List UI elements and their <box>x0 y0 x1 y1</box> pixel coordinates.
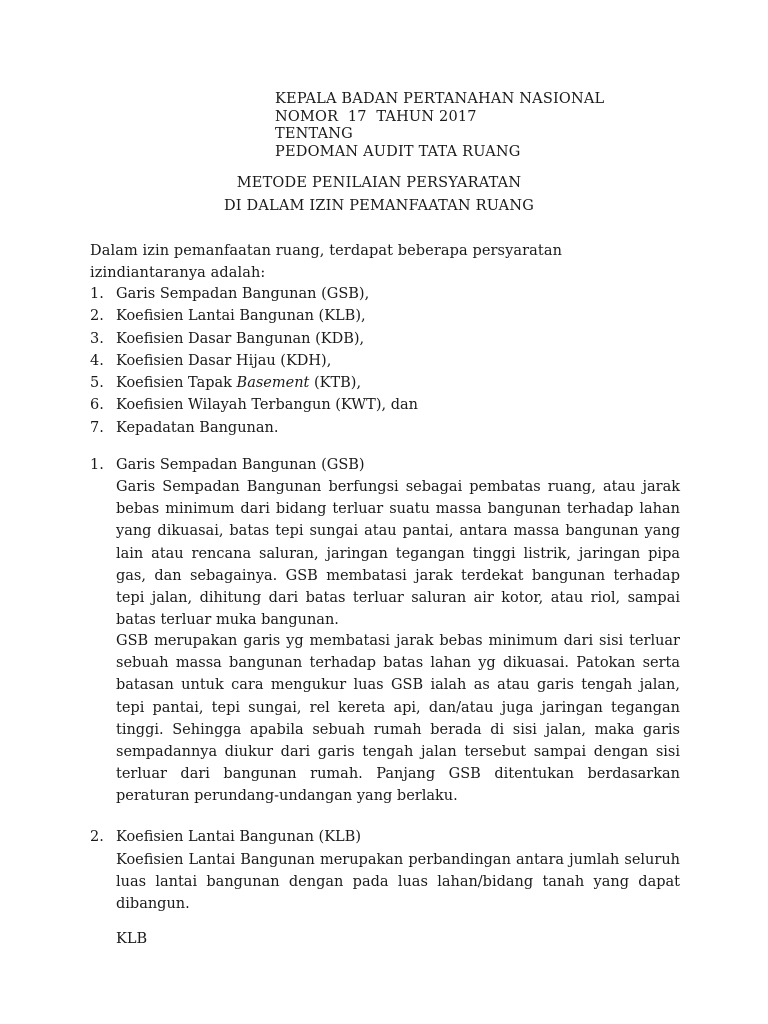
section-heading-gsb <box>90 457 365 473</box>
section-paragraph: Koefisien Lantai Bangunan merupakan perbandingan antara jumlah seluruh luas lantai bangunan dengan pada luas lahan/bidang tanah yang dapat dibangun. <box>116 852 680 913</box>
document-title-line-1: METODE PENILAIAN PERSYARATAN <box>236 175 522 191</box>
section-number: 2. <box>90 829 104 845</box>
list-item-text-after: (KTB), <box>309 375 362 392</box>
section-title: Garis Sempadan Bangunan (GSB) <box>116 457 365 473</box>
header-line-4: PEDOMAN AUDIT TATA RUANG <box>275 143 521 160</box>
list-item-text <box>116 372 361 394</box>
regulation-header <box>275 91 604 161</box>
list-item-number: 2. <box>90 308 104 325</box>
list-item-number: 3. <box>90 330 104 347</box>
section-paragraph: GSB merupakan garis yg membatasi jarak bebas minimum dari sisi terluar sebuah massa bangunan terhadap batas lahan yg dikuasai. Patokan serta batasan untuk cara mengukur luas GSB ialah as atau garis tengah jalan, tepi pantai, tepi sungai, rel kereta api, dan/atau juga jaringan tegangan tinggi. Sehingga apabila sebuah rumah berada di sisi jalan, maka garis sempadannya diukur dari garis tengah jalan tersebut sampai dengan sisi terluar dari bangunan rumah. Panjang GSB ditentukan berdasarkan peraturan perundang-undangan yang berlaku. <box>116 633 680 805</box>
section-title: Koefisien Lantai Bangunan (KLB) <box>116 829 361 845</box>
list-item-text: Koefisien Dasar Bangunan (KDB), <box>116 330 365 347</box>
list-item <box>90 350 418 372</box>
list-item-number: 7. <box>90 419 104 436</box>
list-item <box>90 328 418 350</box>
list-item-text: Garis Sempadan Bangunan (GSB), <box>116 286 370 302</box>
list-item-text: Koefisien Lantai Bangunan (KLB), <box>116 308 366 325</box>
requirements-list <box>90 283 418 439</box>
header-line-1: KEPALA BADAN PERTANAHAN NASIONAL <box>275 91 605 107</box>
header-line-3: TENTANG <box>275 126 353 142</box>
list-item-number: 4. <box>90 352 104 369</box>
list-item-text: Koefisien Dasar Hijau (KDH), <box>116 352 332 369</box>
section-paragraph: Garis Sempadan Bangunan berfungsi sebagai pembatas ruang, atau jarak bebas minimum dari bidang terluar suatu massa bangunan terhadap lahan yang dikuasai, batas tepi sungai atau pantai, antara massa bangunan yang lain atau rencana saluran, jaringan tegangan tinggi listrik, jaringan pipa gas, dan sebagainya. GSB membatasi jarak terdekat bangunan terhadap tepi jalan, dihitung dari batas terluar saluran air kotor, atau riol, sampai batas terluar muka bangunan. <box>116 479 680 629</box>
list-item-text: Koefisien Wilayah Terbangun (KWT), dan <box>116 397 418 414</box>
list-item <box>90 372 418 394</box>
list-item <box>90 394 418 416</box>
list-item-number: 5. <box>90 375 104 392</box>
list-item <box>90 305 418 327</box>
list-item-text-before: Koefisien Tapak <box>116 375 237 392</box>
list-item <box>90 283 418 305</box>
document-title-line-2: DI DALAM IZIN PEMANFAATAN RUANG <box>223 198 535 214</box>
header-line-2: NOMOR 17 TAHUN 2017 <box>275 108 477 125</box>
list-item-text-italic: Basement <box>236 375 310 392</box>
list-item-number: 6. <box>90 397 104 414</box>
trailing-label: KLB <box>116 931 148 947</box>
section-heading-klb <box>90 829 361 845</box>
section-number: 1. <box>90 457 104 473</box>
list-item <box>90 417 418 439</box>
list-item-number: 1. <box>90 286 104 302</box>
intro-paragraph: Dalam izin pemanfaatan ruang, terdapat beberapa persyaratan izindiantaranya adalah: <box>90 243 563 281</box>
list-item-text: Kepadatan Bangunan. <box>116 419 279 436</box>
